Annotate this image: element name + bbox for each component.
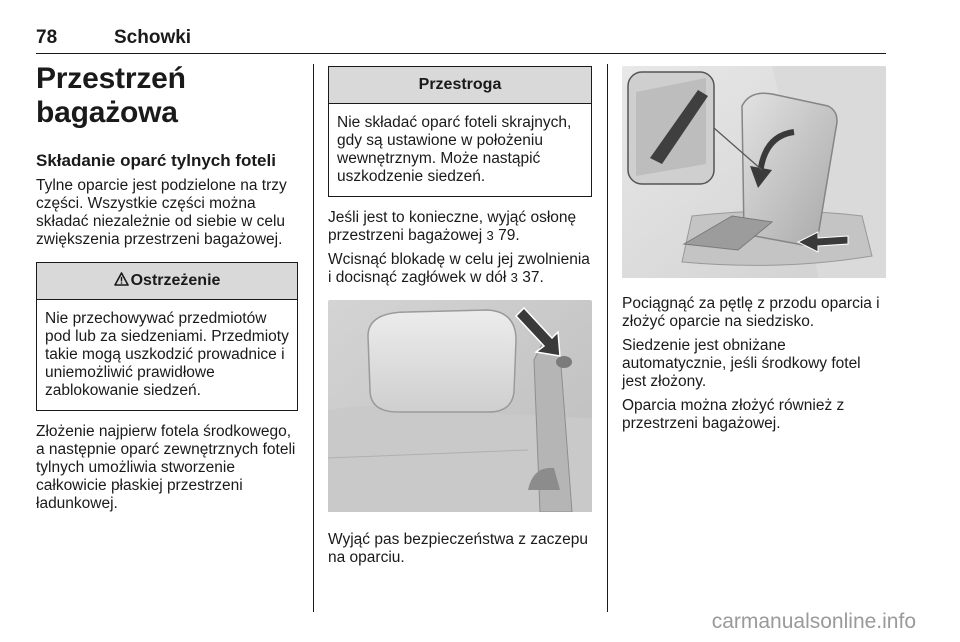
headrest-illustration xyxy=(328,300,592,517)
watermark: carmanualsonline.info xyxy=(711,610,916,633)
warning-triangle-icon xyxy=(114,272,129,291)
page-reference[interactable]: 37. xyxy=(522,269,544,286)
caution-title: Przestroga xyxy=(418,76,502,93)
cross-reference-arrow: 3 xyxy=(486,228,494,243)
column-divider xyxy=(313,64,314,612)
section-subtitle: Składanie oparć tylnych foteli xyxy=(36,151,276,170)
warning-header xyxy=(37,263,297,300)
column-divider xyxy=(607,64,608,612)
cross-reference-arrow: 3 xyxy=(510,270,518,285)
paragraph: Pociągnąć za pętlę z przodu oparcia i złożyć oparcie na siedzisko. xyxy=(622,295,880,330)
paragraph xyxy=(328,209,592,245)
caution-text: Nie składać oparć foteli skrajnych, gdy są ustawione w położeniu wewnętrznym. Może nastąpić uszkodzenie siedzeń. xyxy=(337,114,572,185)
caution-header xyxy=(329,67,591,104)
paragraph-text: Wcisnąć blokadę w celu jej zwolnienia i docisnąć zagłówek w dół xyxy=(328,251,590,286)
paragraph: Siedzenie jest obniżane automatycznie, jeśli środkowy fotel jest złożony. xyxy=(622,337,861,390)
page-reference[interactable]: 79. xyxy=(498,227,520,244)
paragraph xyxy=(328,251,592,287)
paragraph: Tylne oparcie jest podzielone na trzy części. Wszystkie części można składać niezależnie od siebie w celu zwiększenia przestrzeni bagażowej. xyxy=(36,177,287,248)
caution-body xyxy=(329,104,591,196)
warning-body xyxy=(37,300,297,410)
warning-box xyxy=(36,262,298,411)
warning-text: Nie przechowywać przedmiotów pod lub za siedzeniami. Przedmioty takie mogą uszkodzić prowadnice i uniemożliwić prawidłowe zablokowanie siedzeń. xyxy=(45,310,289,399)
seat-folding-illustration xyxy=(622,66,886,283)
caution-box xyxy=(328,66,592,197)
section-title: Przestrzeń bagażowa xyxy=(36,62,186,129)
page-number: 78 xyxy=(36,27,58,48)
paragraph: Wyjąć pas bezpieczeństwa z zaczepu na oparciu. xyxy=(328,531,589,566)
warning-title: Ostrzeżenie xyxy=(130,272,221,289)
paragraph: Oparcia można złożyć również z przestrzeni bagażowej. xyxy=(622,397,845,432)
column-3 xyxy=(622,66,886,433)
column-2 xyxy=(328,66,592,567)
chapter-title: Schowki xyxy=(114,27,192,48)
paragraph: Złożenie najpierw fotela środkowego, a następnie oparć zewnętrznych foteli tylnych umożliwia stworzenie całkowicie płaskiej przestrzeni ładunkowej. xyxy=(36,423,296,512)
page-header xyxy=(36,27,886,54)
paragraph-text: Jeśli jest to konieczne, wyjąć osłonę przestrzeni bagażowej xyxy=(328,209,577,244)
column-1 xyxy=(36,60,298,513)
